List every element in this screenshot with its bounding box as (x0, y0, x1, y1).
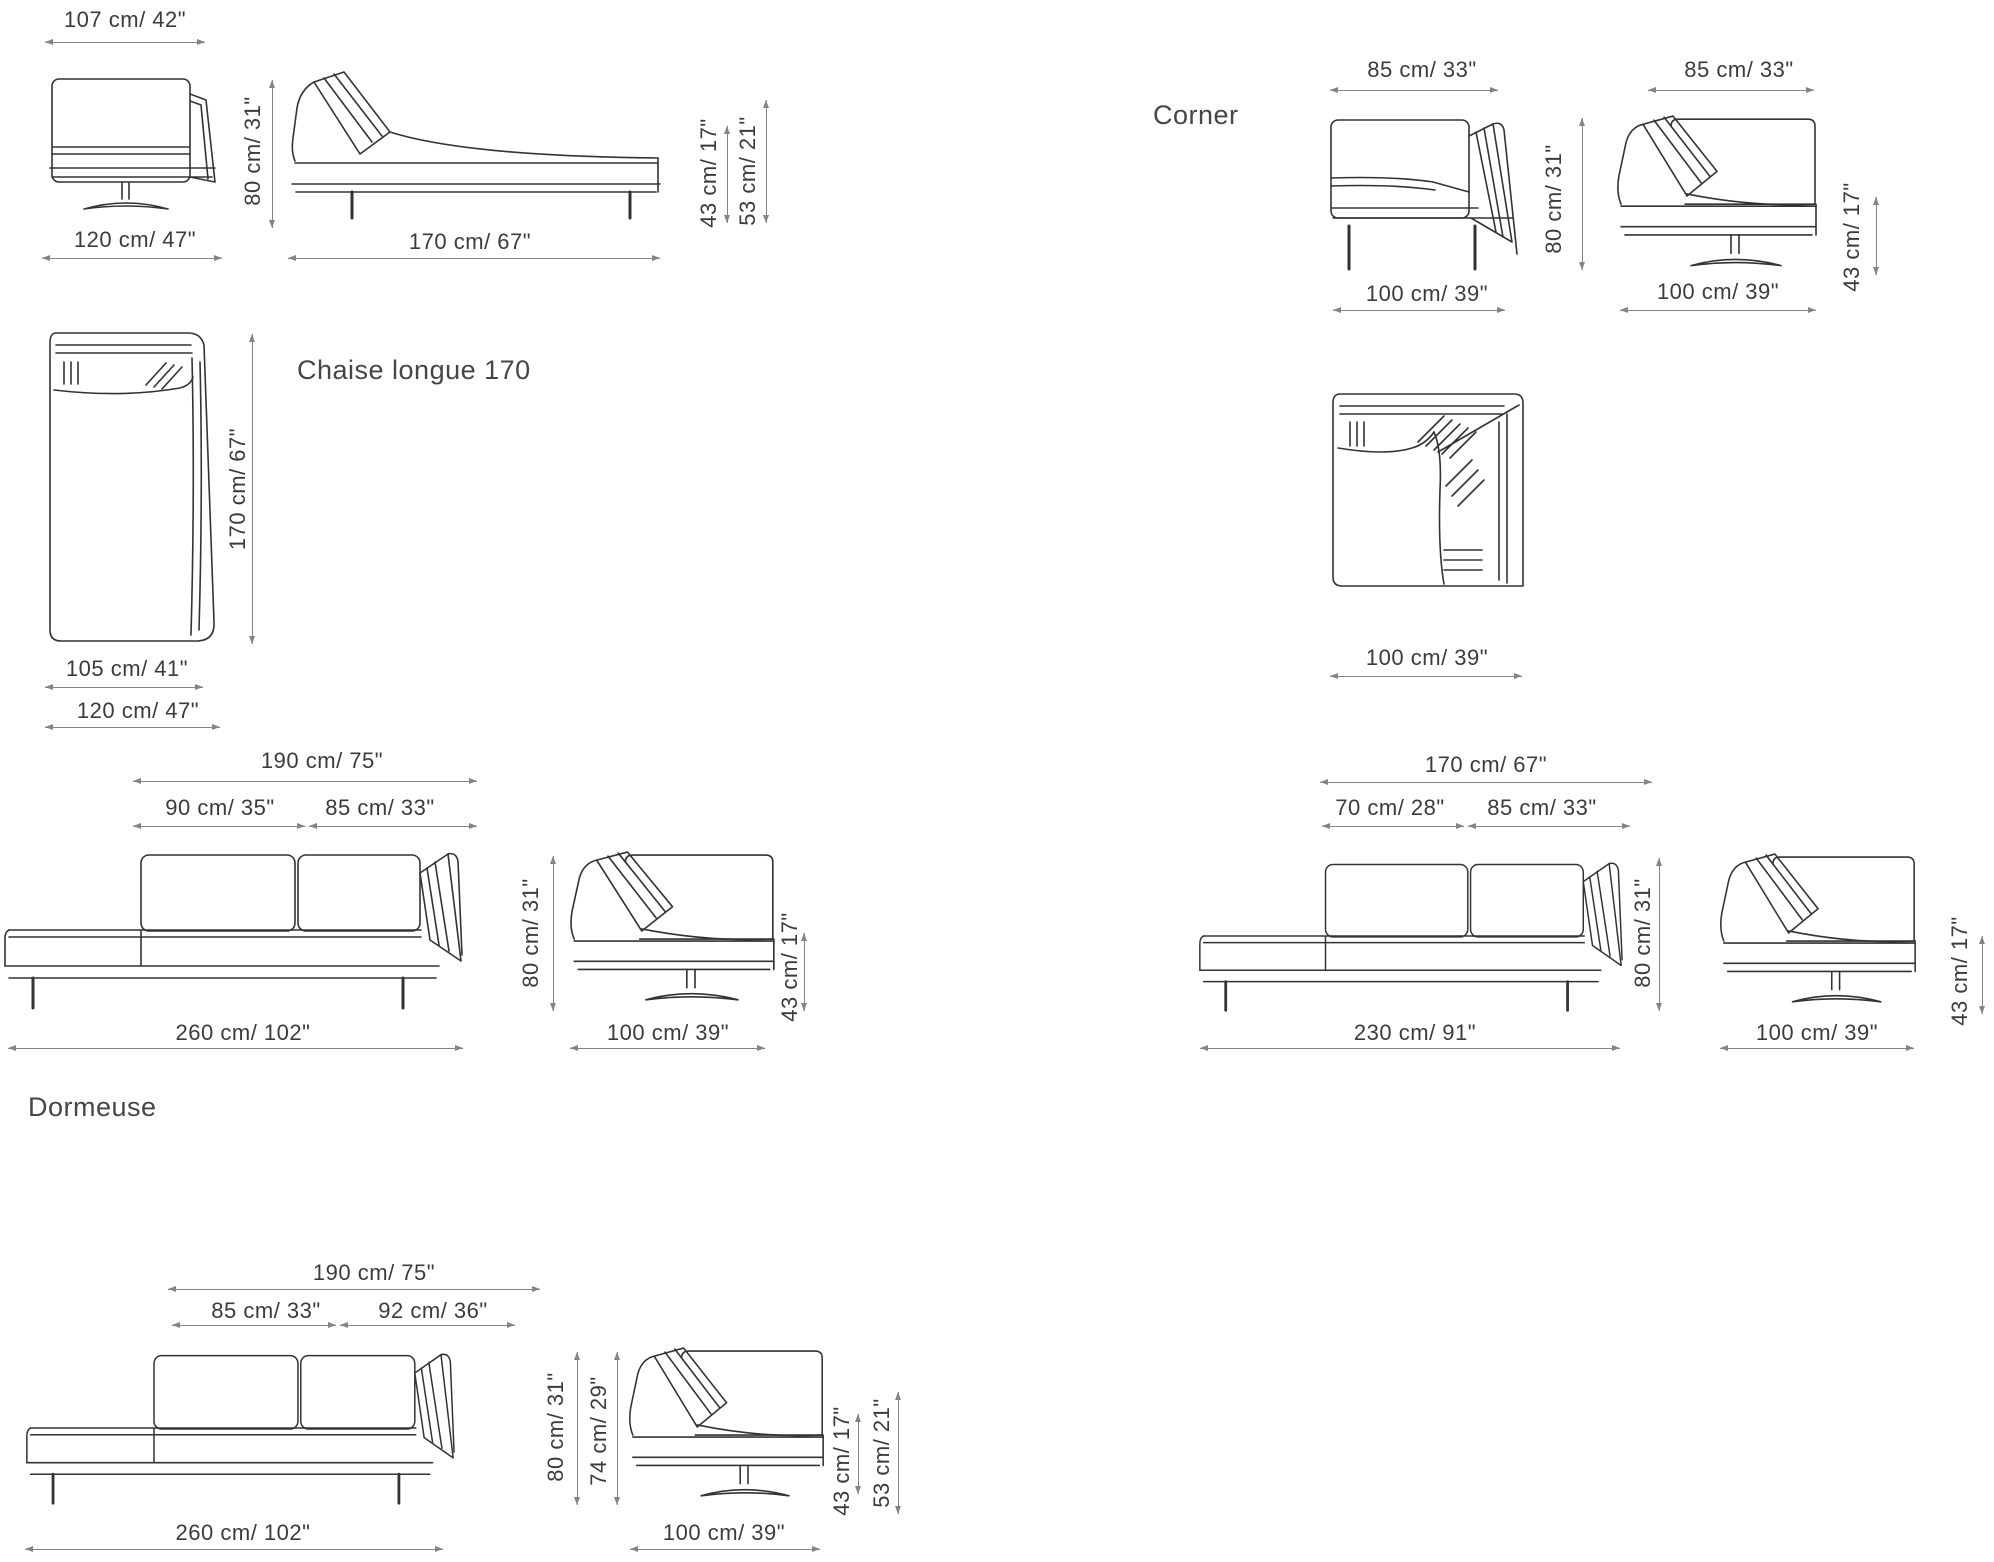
chaise-side-length-label: 170 cm/ 67" (408, 229, 532, 254)
dormeuse2-side-depth-dim-line (630, 1549, 820, 1550)
chaise-top-total-width-label: 120 cm/ 47" (76, 698, 200, 723)
corner-side-top-dim-line (1648, 90, 1814, 91)
chaise-top-depth-dim-line (252, 334, 253, 644)
dormeuse2-back-width-label: 190 cm/ 75" (312, 1260, 436, 1285)
sofa230-seat-left-label: 70 cm/ 28" (1335, 795, 1445, 820)
corner-side-seat-height-label: 43 cm/ 17" (1839, 182, 1864, 292)
chaise-top-total-width-dim-line (45, 727, 220, 728)
corner-side-bottom-dim-line (1620, 310, 1816, 311)
dormeuse-back-width-label: 190 cm/ 75" (260, 748, 384, 773)
chaise-side-back-height-dim-line (766, 100, 767, 223)
chaise-front-bottom-width-label: 120 cm/ 47" (73, 227, 197, 252)
sofa230-side-depth-label: 100 cm/ 39" (1755, 1020, 1879, 1045)
dormeuse-seat-left-label: 90 cm/ 35" (165, 795, 275, 820)
dormeuse2-seat-right-label: 92 cm/ 36" (378, 1298, 488, 1323)
dormeuse-height-dim-line (553, 856, 554, 1011)
sofa230-total-length-label: 230 cm/ 91" (1353, 1020, 1477, 1045)
corner-side-top-width-label: 85 cm/ 33" (1684, 57, 1794, 82)
sofa230-height-dim-line (1659, 858, 1660, 1011)
dormeuse2-height-label: 80 cm/ 31" (543, 1372, 568, 1482)
sofa230-back-width-label: 170 cm/ 67" (1424, 752, 1548, 777)
dormeuse2-side-depth-label: 100 cm/ 39" (662, 1520, 786, 1545)
dormeuse-total-length-dim-line (8, 1048, 463, 1049)
dormeuse-section-title: Dormeuse (28, 1092, 157, 1122)
sofa230-height-label: 80 cm/ 31" (1630, 878, 1655, 988)
corner-top-view-drawing (1326, 390, 1528, 592)
chaise-section-title: Chaise longue 170 (297, 355, 531, 385)
dormeuse2-side-seat-height-dim-line (858, 1414, 859, 1494)
sofa230-front-view-drawing (1198, 855, 1623, 1015)
dormeuse-seat-right-label: 85 cm/ 33" (325, 795, 435, 820)
dormeuse2-seat-left-label: 85 cm/ 33" (211, 1298, 321, 1323)
sofa230-seat-left-dim-line (1322, 826, 1464, 827)
dormeuse2-side-seat-height-label: 43 cm/ 17" (829, 1406, 854, 1516)
corner-top-width-dim-line (1330, 676, 1522, 677)
corner-side-bottom-width-label: 100 cm/ 39" (1656, 279, 1780, 304)
dormeuse-front-view-drawing (3, 845, 463, 1013)
dormeuse-side-seat-height-dim-line (804, 933, 805, 1011)
chaise-front-height-label: 80 cm/ 31" (240, 96, 265, 206)
dormeuse2-front-view-drawing (25, 1346, 455, 1508)
corner-front-top-dim-line (1330, 90, 1498, 91)
corner-top-width-label: 100 cm/ 39" (1365, 645, 1489, 670)
dormeuse-total-length-label: 260 cm/ 102" (175, 1020, 311, 1045)
dormeuse-side-seat-height-label: 43 cm/ 17" (777, 912, 802, 1022)
chaise-top-depth-label: 170 cm/ 67" (225, 427, 250, 551)
corner-front-bottom-width-label: 100 cm/ 39" (1365, 281, 1489, 306)
sofa230-side-view-drawing (1716, 850, 1922, 1018)
chaise-top-seat-width-label: 105 cm/ 41" (65, 656, 189, 681)
dormeuse-height-label: 80 cm/ 31" (518, 878, 543, 988)
dormeuse-side-depth-label: 100 cm/ 39" (606, 1020, 730, 1045)
chaise-top-view-drawing (42, 330, 224, 646)
chaise-front-top-dim-line (45, 42, 205, 43)
corner-section-title: Corner (1153, 100, 1239, 130)
sofa230-total-length-dim-line (1200, 1048, 1620, 1049)
dormeuse2-total-length-label: 260 cm/ 102" (175, 1520, 311, 1545)
dormeuse2-height-dim-line (577, 1352, 578, 1505)
corner-side-view-drawing (1613, 112, 1823, 282)
dormeuse2-side-back-height-dim-line (898, 1392, 899, 1514)
corner-front-height-dim-line (1582, 118, 1583, 270)
corner-front-height-label: 80 cm/ 31" (1541, 144, 1566, 254)
dormeuse2-total-length-dim-line (25, 1549, 443, 1550)
corner-front-view-drawing (1323, 114, 1528, 276)
dormeuse-back-width-dim-line (133, 781, 477, 782)
dormeuse2-back-width-dim-line (168, 1289, 540, 1290)
chaise-front-bottom-dim-line (42, 258, 222, 259)
dormeuse-side-view-drawing (566, 848, 781, 1016)
dormeuse2-seat-right-dim-line (340, 1325, 515, 1326)
dormeuse2-side-view-drawing (625, 1344, 830, 1512)
dormeuse2-side-back-height-label: 53 cm/ 21" (869, 1398, 894, 1508)
chaise-side-back-height-label: 53 cm/ 21" (735, 116, 760, 226)
chaise-side-length-dim-line (288, 258, 660, 259)
sofa230-side-seat-height-dim-line (1982, 936, 1983, 1014)
dormeuse2-seat-left-dim-line (172, 1325, 336, 1326)
sofa230-seat-right-label: 85 cm/ 33" (1487, 795, 1597, 820)
chaise-front-height-dim-line (272, 80, 273, 228)
chaise-side-seat-height-label: 43 cm/ 17" (696, 118, 721, 228)
corner-side-seat-height-dim-line (1876, 197, 1877, 275)
dormeuse-side-depth-dim-line (570, 1048, 765, 1049)
sofa230-side-seat-height-label: 43 cm/ 17" (1947, 916, 1972, 1026)
dormeuse-seat-right-dim-line (309, 826, 477, 827)
sofa230-seat-right-dim-line (1468, 826, 1630, 827)
corner-front-top-width-label: 85 cm/ 33" (1367, 57, 1477, 82)
dormeuse2-back-height-label: 74 cm/ 29" (586, 1376, 611, 1486)
dormeuse-seat-left-dim-line (133, 826, 305, 827)
chaise-front-view-drawing (42, 74, 222, 224)
sofa230-side-depth-dim-line (1720, 1048, 1914, 1049)
chaise-side-seat-height-dim-line (727, 126, 728, 223)
dormeuse2-back-height-dim-line (617, 1352, 618, 1505)
sofa230-back-width-dim-line (1320, 782, 1652, 783)
corner-front-bottom-dim-line (1333, 310, 1505, 311)
chaise-front-top-width-label: 107 cm/ 42" (63, 7, 187, 32)
chaise-top-seat-width-dim-line (45, 687, 203, 688)
chaise-side-view-drawing (286, 68, 664, 220)
